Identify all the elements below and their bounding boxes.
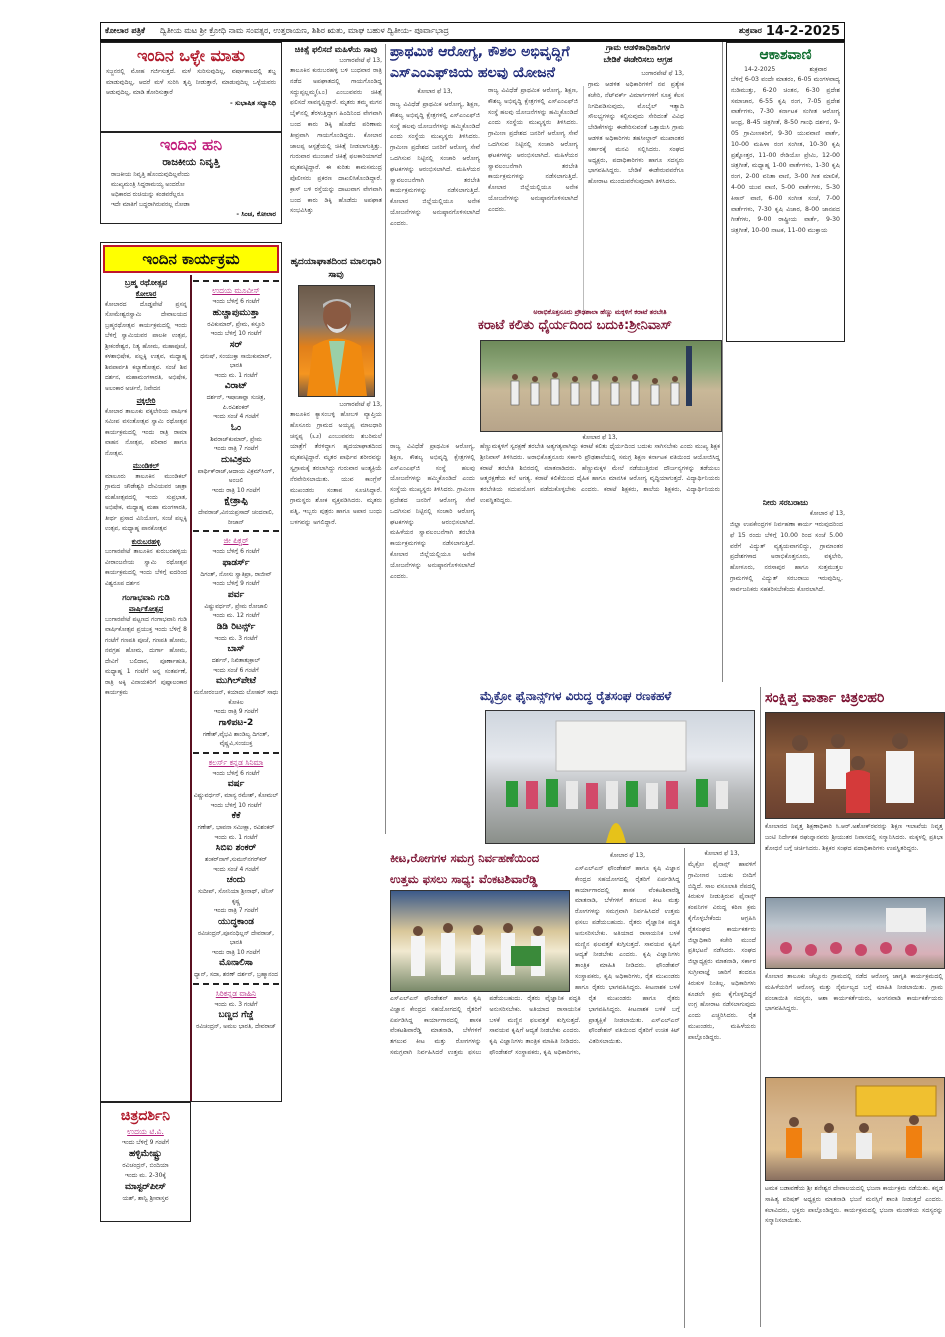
movie-title: ಡಿಡಿ ರಿಟರ್ನ್ಸ್ — [216, 621, 256, 632]
movie-cast: ದೇವರಾಜ್,ವಿನಯಪ್ರಸಾದ್ ಚಂದನಾಲಿ, ರೀಜಾನ್ — [198, 509, 274, 526]
dateline: ಕೋಲಾರ ಫೆ 13, — [417, 88, 453, 95]
good-word-box — [100, 42, 282, 132]
program-body: ಮಾಲೂರು ತಾಲೂಕಿನ ಮುಂಡಿಕಲ್ ಗ್ರಾಮದ ಚೌಡೇಶ್ವರಿ ದೇವಿಯವರ ಜಾತ್ರಾ ಮಹೋತ್ಸವದಲ್ಲಿ ಇಂದು ಸುಪ್ರಭಾತ, ಅಭಿಷೇಕ, ಮಧ್ಯಾಹ್ನ ಮಹಾ ಮಂಗಳಾರತಿ, ತೀರ್ಥ ಪ್ರಸಾದ ವಿನಿಯೋಗ, ಸಂಜೆ ಪಲ್ಲಕ್ಕಿ ಉತ್ಸವ, ಮಧ್ಯಾಹ್ನ ಪಾನಕೋತ್ಸವ — [105, 472, 187, 532]
issue-date: 14-2-2025 — [765, 23, 840, 39]
main-story-col-1: ರಾಜ್ಯ ವಿವಿಧೆಡೆ ಪ್ರಾಥಮಿಕ ಆರೋಗ್ಯ, ಶಿಕ್ಷಣ, ಕೌಶಲ್ಯ ಅಭಿವೃದ್ಧಿ ಕ್ಷೇತ್ರಗಳಲ್ಲಿ ಎಸ್‌ಎಂಎಫ್‌ಜಿ ಸಂಸ್ಥೆ ಹಲವು ಯೋಜನೆಗಳನ್ನು ಹಮ್ಮಿಕೊಂಡಿದೆ ಎಂದು ಸಂಸ್ಥೆಯ ಮುಖ್ಯಸ್ಥರು ತಿಳಿಸಿದರು. ಗ್ರಾಮೀಣ ಪ್ರದೇಶದ ಜನರಿಗೆ ಆರೋಗ್ಯ ಸೇವೆ ಒದಗಿಸುವ ನಿಟ್ಟಿನಲ್ಲಿ ಸಂಚಾರಿ ಆರೋಗ್ಯ ಘಟಕಗಳನ್ನು ಆರಂಭಿಸಲಾಗಿದೆ. ಮಹಿಳೆಯರ ಸ್ವಾವಲಂಬನೆಗಾಗಿ ತರಬೇತಿ ಕಾರ್ಯಕ್ರಮಗಳನ್ನು ನಡೆಸಲಾಗುತ್ತಿದೆ. ಕೋಲಾರ ಜಿಲ್ಲೆಯಲ್ಲಿಯೂ ಅನೇಕ ಯೋಜನೆಗಳನ್ನು ಅನುಷ್ಠಾನಗೊಳಿಸಲಾಗಿದೆ ಎಂದರು. — [390, 101, 480, 227]
headline-woman-death: ಚಿಕಿತ್ಸೆ ಫಲಿಸದೆ ಮಹಿಳೆಯ ಸಾವು — [294, 45, 378, 54]
notice-title: ನೀರು ಸರಬರಾಜು — [762, 498, 809, 507]
show-time: ಇಂದು ರಾತ್ರಿ 10 ಗಂಟೆಗೆ — [212, 486, 260, 494]
program-place: ವಾರ್ಷಿಕೋತ್ಸವ — [128, 605, 164, 613]
weekday: ಶುಕ್ರವಾರ — [738, 26, 762, 35]
show-time: ಇಂದು ಬೆಳಿಗ್ಗೆ 10 ಗಂಟೆಗೆ — [210, 801, 262, 809]
movie-title: ಮಾಸ್ಟರ್‌ಪೀಸ್ — [125, 1182, 166, 1192]
movie-title: ಸರ್ — [229, 339, 243, 350]
movie-cast: ರವಿಚಂದ್ರನ್, ಬಿಂದಿಯಾ — [122, 1162, 169, 1169]
show-time: ಇಂದು ಮ. 12 ಗಂಟೆಗೆ — [212, 612, 260, 619]
pest-body: ಎಸ್‌ಎಲ್‌ಎನ್ ಫೌಂಡೇಶನ್ ಹಾಗೂ ಕೃಷಿ ವಿಜ್ಞಾನ ಕೇಂದ್ರದ ಸಹಯೋಗದಲ್ಲಿ ರೈತರಿಗೆ ಏರ್ಪಡಿಸಿದ್ದ ಕಾರ್ಯಾಗಾರದಲ್ಲಿ ಶಾಸಕ ವೆಂಕಟಶಿವಾರೆಡ್ಡಿ ಮಾತನಾಡಿ, ಬೆಳೆಗಳಿಗೆ ತಗಲುವ ಕೀಟ ಮತ್ತು ರೋಗಗಳನ್ನು ಸಮಗ್ರವಾಗಿ ನಿರ್ವಹಿಸಿದರೆ ಉತ್ತಮ ಫಸಲು ಪಡೆಯಬಹುದು. ರೈತರು ವೈಜ್ಞಾನಿಕ ಪದ್ಧತಿ ಅನುಸರಿಸಬೇಕು. ಅತಿಯಾದ ರಾಸಾಯನಿಕ ಬಳಕೆ ಮಣ್ಣಿನ ಫಲವತ್ತತೆ ಕುಗ್ಗಿಸುತ್ತದೆ. ಸಾವಯವ ಕೃಷಿಗೆ ಆದ್ಯತೆ ನೀಡಬೇಕು ಎಂದರು. ಕೃಷಿ ವಿಜ್ಞಾನಿಗಳು ತಾಂತ್ರಿಕ ಮಾಹಿತಿ ನೀಡಿದರು. ಫೌಂಡೇಶನ್ ಸಂಸ್ಥಾಪಕರು, ಕೃಷಿ ಅಧಿಕಾರಿಗಳು, ರೈತ ಮುಖಂಡರು ಹಾಗೂ ರೈತರು ಭಾಗವಹಿಸಿದ್ದರು. ಕೀಟನಾಶಕ ಬಳಕೆ ಬಗ್ಗೆ ಪ್ರಾತ್ಯಕ್ಷಿಕೆ ನೀಡಲಾಯಿತು. ಎಸ್‌ಎಲ್‌ಎನ್ ಫೌಂಡೇಶನ್ ವತಿಯಿಂದ ರೈತರಿಗೆ ಉಚಿತ ಕಿಟ್ ವಿತರಿಸಲಾಯಿತು. — [390, 995, 680, 1056]
movie-title: ಓಂ — [230, 422, 242, 433]
show-time: ಇಂದು ಮ. 1 ಗಂಟೆಗೆ — [214, 371, 258, 379]
pest-col-side: ಎಸ್‌ಎಲ್‌ಎನ್ ಫೌಂಡೇಶನ್ ಹಾಗೂ ಕೃಷಿ ವಿಜ್ಞಾನ ಕೇಂದ್ರದ ಸಹಯೋಗದಲ್ಲಿ ರೈತರಿಗೆ ಏರ್ಪಡಿಸಿದ್ದ ಕಾರ್ಯಾಗಾರದಲ್ಲಿ ಶಾಸಕ ವೆಂಕಟಶಿವಾರೆಡ್ಡಿ ಮಾತನಾಡಿ, ಬೆಳೆಗಳಿಗೆ ತಗಲುವ ಕೀಟ ಮತ್ತು ರೋಗಗಳನ್ನು ಸಮಗ್ರವಾಗಿ ನಿರ್ವಹಿಸಿದರೆ ಉತ್ತಮ ಫಸಲು ಪಡೆಯಬಹುದು. ರೈತರು ವೈಜ್ಞಾನಿಕ ಪದ್ಧತಿ ಅನುಸರಿಸಬೇಕು. ಅತಿಯಾದ ರಾಸಾಯನಿಕ ಬಳಕೆ ಮಣ್ಣಿನ ಫಲವತ್ತತೆ ಕುಗ್ಗಿಸುತ್ತದೆ. ಸಾವಯವ ಕೃಷಿಗೆ ಆದ್ಯತೆ ನೀಡಬೇಕು ಎಂದರು. ಕೃಷಿ ವಿಜ್ಞಾನಿಗಳು ತಾಂತ್ರಿಕ ಮಾಹಿತಿ ನೀಡಿದರು. ಫೌಂಡೇಶನ್ ಸಂಸ್ಥಾಪಕರು, ಕೃಷಿ ಅಧಿಕಾರಿಗಳು, ರೈತ ಮುಖಂಡರು ಹಾಗೂ ರೈತರು ಭಾಗವಹಿಸಿದ್ದರು. ಕೀಟನಾಶಕ ಬಳಕೆ — [575, 865, 680, 991]
headline-devotee-death: ಹೃದಯಾಘಾತದಿಂದ ಮಾಲಧಾರಿ ಸಾವು — [290, 257, 382, 280]
program-place: ವಕ್ಕಲೇರಿ — [136, 397, 156, 405]
movie-title: ಬಾಸ್ — [227, 644, 245, 654]
show-time: ಇಂದು ಸಂಜೆ 4 ಗಂಟೆಗೆ — [213, 865, 259, 873]
show-time: ಇಂದು ಸಂಜೆ 6 ಗಂಟೆಗೆ — [213, 666, 259, 674]
agriculture-photo — [390, 890, 570, 992]
akashavani-schedule: ಬೆಳಿಗ್ಗೆ 6-03 ವಂದೇ ಮಾತರಂ, 6-05 ಮಂಗಳವಾದ್ಯ ನುಡಿಮುತ್ತು, 6-20 ಚಿಂತನ, 6-30 ಪ್ರದೇಶ ಸಮಾಚಾರ, 6-55 ಕೃಷಿ ರಂಗ, 7-05 ಪ್ರದೇಶ ವಾರ್ತೆಗಳು, 7-30 ಕರ್ನಾಟಕ ಸಂಗೀತ ಆರೋಗ್ಯ ಆಂಧ್ರ, 8-45 ಚಿತ್ರಗೀತೆ, 8-50 ಗಾಂಧಿ ದರ್ಶನ, 9-05 ಗ್ರಾಮೀಣಕರಿಗೆ, 9-30 ಯುವವಾಣಿ ವಾರ್ತೆ, 10-00 ಮಹಿಳಾ ರಂಗ ಸಂಗೀತ, 10-30 ಕೃಷಿ ಪ್ರಶ್ನೋತ್ತರ, 11-00 ರೇಡಿಯೋ ಪ್ರೇಮಿ, 12-00 ಚಿತ್ರಗೀತೆ, ಮಧ್ಯಾಹ್ನ 1-00 ವಾರ್ತೆಗಳು, 1-30 ಕೃಷಿ ರಂಗ, 2-00 ವನಿತಾ ವಾಣಿ, 3-00 ಗೀತ ಮಾಲಿಕೆ, 4-00 ಯುವ ವಾಣಿ, 5-00 ವಾರ್ತೆಗಳು, 5-30 ಕಿಸಾನ್ ವಾಣಿ, 6-00 ಸಂಗೀತ ಸಂಜೆ, 7-00 ವಾರ್ತೆಗಳು, 7-30 ಕೃಷಿ ವಿಚಾರ, 8-00 ಜಾನಪದ ಗೀತೆಗಳು, 9-00 ರಾಷ್ಟ್ರೀಯ ವಾರ್ತೆ, 9-30 ಚಿತ್ರಗೀತೆ, 10-00 ನಾಟಕ, 11-00 ಮುಕ್ತಾಯ — [731, 76, 840, 235]
movie-title: ವಿರಾಟ್ — [224, 381, 248, 391]
show-time: ಇಂದು ಬೆಳಿಗ್ಗೆ 6 ಗಂಟೆಗೆ — [212, 548, 260, 555]
show-time: ಇಂದು ರಾತ್ರಿ 7 ಗಂಟೆಗೆ — [213, 445, 259, 452]
movie-cast: ದರ್ಶನ್, ಇಷಾಚಾವ್ಲಾ ಸುಚಿತ್ರ, ಪಿ.ರವಿಶಂಕರ್ — [206, 394, 266, 411]
movie-cast: ಗಣೇಶ್, ಭಾವನಾ ಸಮೀಕ್ಷಾ, ರವಿಶಂಕರ್ — [197, 824, 275, 831]
article-body: ತಾಲೂಕಿನ ಕ್ಯಾಸಂಬಳ್ಳಿ ಹೋಬಳಿ ವ್ಯಾಪ್ತಿಯ ಹೊಸೂರು ಗ್ರಾಮದ ಅಯ್ಯಪ್ಪ ಮಾಲಧಾರಿ ಚನ್ನಪ್ಪ (೬೨) ಎಂಬುವವರು ಶಬರಿಮಲೆ ಯಾತ್ರೆಗೆ ತೆರಳಿದ್ದಾಗ ಹೃದಯಾಘಾತದಿಂದ ಮೃತಪಟ್ಟಿದ್ದಾರೆ. ಮೃತರ ಪಾರ್ಥಿವ ಶರೀರವನ್ನು ಸ್ವಗ್ರಾಮಕ್ಕೆ ತರಲಾಗಿದ್ದು ಗುರುವಾರ ಅಂತ್ಯಕ್ರಿಯೆ ನೆರವೇರಿಸಲಾಯಿತು. ಯುವ ಕಾಂಗ್ರೆಸ್ ಮುಖಂಡರು ಸಂತಾಪ ಸೂಚಿಸಿದ್ದಾರೆ. ಗ್ರಾಮಸ್ಥರು ಶೋಕ ವ್ಯಕ್ತಪಡಿಸಿದರು. ಮೃತರು ಪತ್ನಿ, ಇಬ್ಬರು ಪುತ್ರರು ಹಾಗೂ ಅಪಾರ ಬಂಧು ಬಳಗವನ್ನು ಅಗಲಿದ್ದಾರೆ. — [290, 411, 382, 526]
movie-cast: ಮನೋರಂಜನ್, ಕಯಾದು ಲೋಹರ್ ಸಾಧು ಕೋಕಿಲ — [193, 689, 279, 706]
movie-title: ವರ್ಷ — [227, 779, 245, 789]
microfinance-headline: ಮೈಕ್ರೋ ಫೈನಾನ್ಸ್‌ಗಳ ವಿರುದ್ಧ ರೈತಸಂಘ ರಣಕಹಳೆ — [480, 689, 672, 703]
dateline: ಕೋಲಾರ ಫೆ 13, — [582, 434, 618, 441]
todays-drop-author: - ಸಿಂಚ, ಕೋಲಾರ — [236, 210, 276, 218]
akashavani-date: 14-2-2025 — [744, 66, 776, 73]
cinema-section: ಸಿರಿಕನ್ನಡ ವಾಹಿನಿ — [215, 988, 257, 998]
cultural-event-photo — [765, 1077, 945, 1181]
chitradarshini-box — [100, 1102, 191, 1222]
pest-headline-line: ಕೀಟ,ರೋಗಗಳ ಸಮಗ್ರ ನಿರ್ವಹಣೆಯಿಂದ — [390, 851, 540, 865]
programs-box — [100, 242, 282, 1102]
cinema-section: ಉದಯ ಮೂವೀಸ್ — [212, 286, 260, 295]
movie-title: ಯುದ್ಧಕಾಂಡ — [218, 916, 254, 927]
program-place: ಕೋಲಾರ — [135, 290, 157, 298]
movie-title: ಪರ್ವ — [227, 589, 245, 600]
chitradarshini-title: ಚಿತ್ರದರ್ಶಿನಿ — [120, 1108, 171, 1124]
dateline: ಕೋಲಾರ ಫೆ 13, — [704, 850, 740, 857]
portrait-icon — [299, 286, 374, 396]
movie-cast: ದಿಗಂತ್, ನೋಸು ಸ್ವಾತಿಪ್ರಾ, ರಾಜೀವ್ — [200, 570, 272, 578]
audience-icon — [766, 898, 944, 968]
movie-title: ಸಿಬಿಐ ಶಂಕರ್ — [215, 843, 257, 853]
show-time: ಇಂದು ರಾತ್ರಿ 7 ಗಂಟೆಗೆ — [213, 907, 259, 914]
show-time: ಇಂದು ಮ. 1 ಗಂಟೆಗೆ — [214, 833, 258, 841]
movie-cast: ಶಿವರಾಜ್‌ಕುಮಾರ್, ಪ್ರೇಮ — [210, 435, 262, 443]
movie-title: ಹುಚ್ಚಾಪುಮುತ್ತಾ — [212, 307, 260, 318]
movie-title: ಹಳ್ಳಿಮೇಷ್ಟ್ರು — [128, 1149, 163, 1159]
protest-photo — [485, 710, 755, 844]
movie-cast: ವಿಷ್ಣುವರ್ಧನ್, ಪ್ರೇಮ ರೋಜಾಲಿ — [204, 602, 268, 610]
village-headline — [588, 42, 688, 66]
program-body: ಕೋಲಾರ ತಾಲೂಕು ವಕ್ಕಲೇರಿಯ ವಾರ್ಷಿಕ ಸಮೀಪ ವಸಂತೋತ್ಸವ ಸ್ವಾಮಿ ರಥೋತ್ಸವ ಕಾರ್ಯಕ್ರಮದಲ್ಲಿ ಇಂದು ರಾತ್ರಿ ರಾಮಾ ವಾಹನ ನೋತ್ಸವ, ಪರಿವಾರ ಹಾಗೂ ನೋತ್ಸವ. — [105, 407, 187, 457]
todays-drop-subtitle: ರಾಜಕೀಯ ನಿವೃತ್ತಿ — [162, 157, 220, 168]
movie-title: ಕೆಕೆ — [231, 811, 241, 821]
drop-line: ರಾಜಕೀಯ ನಿವೃತ್ತಿ ಹೊಂದುವುದಿಲ್ಲವೆಂದು — [111, 171, 190, 178]
cinema-section: ಜೀ ಪಿಕ್ಚರ್ — [223, 536, 249, 545]
movie-cast: ಧನುಷ್, ಸಂಯುಕ್ತಾ ಸಾಯಿಕುಮಾರ್, ಭಾರತಿ — [200, 352, 272, 369]
movie-cast: ಶಂಕರ್‌ನಾಗ್,ಸುಮನ್‌ನಗರ್‌ಕರ್ — [205, 856, 267, 863]
protest-crowd-icon — [486, 711, 754, 843]
village-headline-line: ಗ್ರಾಮ ಆಡಳಿತಾಧಿಕಾರಿಗಳ — [605, 43, 671, 52]
akashavani-day: ಶುಕ್ರವಾರ — [809, 66, 827, 73]
movie-cast: ದರ್ಶನ್, ನಿಖಿತಾತುಕ್ರಾಲ್ — [211, 657, 261, 664]
show-time: ಇಂದು ಮ. 3 ಗಂಟೆಗೆ — [214, 1000, 258, 1008]
channel-name: ಉದಯ ಟಿ.ವಿ. — [127, 1127, 164, 1136]
event-group-icon — [391, 891, 569, 991]
akashavani-box — [726, 42, 845, 342]
show-time: ಇಂದು ಬೆಳಿಗ್ಗೆ 9 ಗಂಟೆಗೆ — [212, 580, 260, 587]
movie-cast: ಗಣೇಶ್,ವೈಭವಿ ಶಾಂಡಿಲ್ಯ ದಿಗಂತ್, ವೈಷ್ಣವಿ,ಸಂಯುಕ್ತ — [202, 730, 270, 747]
main-headline-line: ಪ್ರಾಥಮಿಕ ಆರೋಗ್ಯ, ಕೌಶಲ ಅಭಿವೃದ್ಧಿಗೆ — [390, 44, 570, 60]
programs-banner — [103, 245, 279, 273]
dateline: ಬಂಗಾರಪೇಟೆ ಫೆ 13, — [339, 57, 382, 64]
show-time: ಇಂದು ಮ. 2-30ಕ್ಕೆ — [125, 1172, 166, 1179]
dateline: ಕೋಲಾರ ಫೆ 13, — [609, 852, 646, 859]
movie-cast: ಸುದೀಪ್, ಸೋನಿಯಾ ಶ್ರೀನಾಥ್, ಟೆನಿಸ್ ಕೃಷ್ಣ — [197, 888, 275, 905]
movie-title: ಮೊನಾಲಿಸಾ — [219, 958, 253, 968]
movie-title: ದುಃವಿಕ್ರಮ — [221, 454, 251, 465]
drop-line: ಮುಖ್ಯಮಂತ್ರಿ ಸಿದ್ದರಾಮಯ್ಯ ಅಂದರೋ — [111, 181, 185, 188]
stage-event-icon — [766, 1078, 944, 1180]
show-time: ಇಂದು ಬೆಳಿಗ್ಗೆ 10 ಗಂಟೆಗೆ — [210, 330, 262, 337]
dateline: ಬಂಗಾರಪೇಟೆ ಫೆ 13, — [641, 70, 684, 77]
main-headline-line: ಎಸ್‌ಎಂಎಫ್‌ಜಿಯ ಹಲವು ಯೋಜನೆ — [390, 65, 555, 81]
movie-title: ಚಂದು — [226, 875, 246, 885]
microfinance-body: ಮೈಕ್ರೋ ಫೈನಾನ್ಸ್ ಹಾವಳಿಗೆ ಗ್ರಾಮೀಣರ ಬದುಕು ಬೀದಿಗೆ ಬಿದ್ದಿದೆ. ಸಾಲ ವಸೂಲಾತಿ ನೆಪದಲ್ಲಿ ಕಿರುಕುಳ ನೀಡುತ್ತಿರುವ ಫೈನಾನ್ಸ್ ಕಂಪನಿಗಳ ವಿರುದ್ಧ ಕಠಿಣ ಕ್ರಮ ಕೈಗೊಳ್ಳಬೇಕೆಂದು ಆಗ್ರಹಿಸಿ ರೈತಸಂಘದ ಕಾರ್ಯಕರ್ತರು ಜಿಲ್ಲಾಧಿಕಾರಿ ಕಚೇರಿ ಮುಂದೆ ಪ್ರತಿಭಟನೆ ನಡೆಸಿದರು. ಸಂಘದ ಜಿಲ್ಲಾಧ್ಯಕ್ಷರು ಮಾತನಾಡಿ, ಸರ್ಕಾರ ಸುಗ್ರೀವಾಜ್ಞೆ ಜಾರಿಗೆ ತಂದರೂ ಕಿರುಕುಳ ನಿಂತಿಲ್ಲ. ಅಧಿಕಾರಿಗಳು ಕೂಡಲೇ ಕ್ರಮ ಕೈಗೊಳ್ಳದಿದ್ದರೆ ಉಗ್ರ ಹೋರಾಟ ನಡೆಸಲಾಗುವುದು ಎಂದು ಎಚ್ಚರಿಸಿದರು. ರೈತ ಮುಖಂಡರು, ಮಹಿಳೆಯರು ಪಾಲ್ಗೊಂಡಿದ್ದರು. — [688, 861, 756, 1041]
movie-title: ಗಾಳಿಪಟ-2 — [218, 717, 254, 728]
program-place: ಕುರುಬರಹಳ್ಳಿ — [131, 537, 161, 546]
dateline: ಬಂಗಾರಪೇಟೆ ಫೆ 13, — [339, 401, 382, 408]
program-heading: ಬ್ರಹ್ಮ ರಥೋತ್ಸವ — [124, 278, 168, 287]
paper-name: ಕೋಲಾರ ಪತ್ರಿಕೆ — [105, 26, 145, 35]
notice-body: ಜಿಲ್ಲಾ ಉಪಕೇಂದ್ರಗಳ ನಿರ್ವಹಣಾ ಕಾರ್ಯ ಇರುವುದರಿಂದ ಫೆ 15 ರಂದು ಬೆಳಿಗ್ಗೆ 10.00 ರಿಂದ ಸಂಜೆ 5.00 ವರೆಗೆ ವಿದ್ಯುತ್ ವ್ಯತ್ಯಯವಾಗಲಿದ್ದು, ಗ್ರಾಮಾಂತರ ಪ್ರದೇಶಗಳಾದ ಅರಾಭಿಕೊತ್ತನೂರು, ವಕ್ಕಲೇರಿ, ಹೋಳೂರು, ನರಸಾಪುರ ಹಾಗೂ ಸುತ್ತಮುತ್ತಲ ಗ್ರಾಮಗಳಲ್ಲಿ ವಿದ್ಯುತ್ ಸರಬರಾಜು ಇರುವುದಿಲ್ಲ. ಸಾರ್ವಜನಿಕರು ಸಹಕರಿಸಬೇಕೆಂದು ಕೋರಲಾಗಿದೆ. — [730, 521, 843, 593]
todays-drop-title: ಇಂದಿನ ಹನಿ — [159, 135, 223, 154]
good-word-title: ಇಂದಿನ ಒಳ್ಳೇ ಮಾತು — [137, 46, 245, 65]
show-time: ಇಂದು ರಾತ್ರಿ 9 ಗಂಟೆಗೆ — [213, 708, 259, 715]
movie-title: ಮುಗಿಲ್‌ಪೇಟೆ — [215, 676, 257, 686]
good-word-body: ಸಜ್ಜನರಲ್ಲಿ ಮೋಹ ಗರ್ಜಿಸುತ್ತದೆ. ಮಳೆ ಸುರಿಸುವುದಿಲ್ಲ, ವರ್ಷಾಕಾಲದಲ್ಲಿ ಶಬ್ದ ಮಾಡುವುದಿಲ್ಲ, ಆದರೆ ಮಳೆ ಸುರಿಸಿ ತೃಪ್ತಿ ನೀಡುತ್ತಾರೆ, ಮಾಡುವುದಿಲ್ಲ ಒಳ್ಳೆಯವರು ಆಡುವುದಿಲ್ಲ, ಮಾಡಿ ತೋರಿಸುತ್ತಾರೆ — [106, 68, 276, 96]
movie-cast: ಪಾರ್ಥಿಕ್‌ರಾಜ್,ಆದಾಯ ವಿಕ್ರಮ್‌ಸಿಂಗ್, ಅಂಜಲಿ — [197, 467, 275, 484]
movie-cast: ರವಿಚಂದ್ರನ್, ಅಮಲ ಭಾರತಿ, ದೇವರಾಜ್ — [196, 1023, 276, 1030]
cinema-listings — [193, 277, 279, 1032]
program-body: ಕೋಲಾರದ ದೊಡ್ಡಪೇಟೆ ಪ್ರಸನ್ನ ಸೋಮೇಶ್ವರಸ್ವಾಮಿ ದೇವಾಲಯದ ಬ್ರಹ್ಮರಥೋತ್ಸವ ಕಾರ್ಯಕ್ರಮದಲ್ಲಿ ಇಂದು ಬೆಳಿಗ್ಗೆ ಸ್ವಾಮಿಯವರ ಪಾಲಕೀ ಉತ್ಸವ, ಶ್ರೀಕಂಠೇಶ್ವರ, ನಿತ್ಯ ಹೋಮ, ಮಹಾಪೂಜೆ, ಕಳಶಾಭಿಷೇಕ, ಪಲ್ಲಕ್ಕಿ ಉತ್ಸವ, ಮಧ್ಯಾಹ್ನ ಶಿವಪಾರ್ವತಿ ಕಲ್ಯಾಣೋತ್ಸವ. ಸಂಜೆ ಶಿವ ದರ್ಶನ, ಮಹಾಮಂಗಳಾರತಿ, ಅಭಿಷೇಕ, ಅಲಂಕಾರ ಅರ್ಚನೆ, ನಿವೇದನ — [105, 300, 187, 392]
program-body: ಬಂಗಾರಪೇಟೆ ಪಟ್ಟಣದ ಗಂಗಾಭವಾನಿ ಗುಡಿ ವಾರ್ಷಿಕೋತ್ಸವ ಪ್ರಯುಕ್ತ ಇಂದು ಬೆಳಿಗ್ಗೆ 8 ಗಂಟೆಗೆ ಗಣಪತಿ ಪೂಜೆ, ಗಣಪತಿ ಹೋಮ, ನವಗ್ರಹ ಹೋಮ, ದುರ್ಗಾ ಹೋಮ, ದೇವಿಗೆ ಬಲಿದಾನ, ಪೂರ್ಣಾಹುತಿ, ಮಧ್ಯಾಹ್ನ 1 ಗಂಟೆಗೆ ಅನ್ನ ಸಂತರ್ಪಣೆ, ರಾತ್ರಿ ಅಕ್ಕಿ ವಿನಾಯಕರಿಗೆ ಪುಷ್ಪಾಲಂಕಾರ ಕಾರ್ಯಕ್ರಮ — [105, 615, 187, 696]
village-story-body: ಗ್ರಾಮ ಆಡಳಿತ ಅಧಿಕಾರಿಗಳಿಗೆ ನವ ಪ್ರತ್ಯೇಕ ಕಚೇರಿ, ನೆಟ್‌ವರ್ಕ್ ವಿಮಾರ್ಗಗಳಿಗೆ ಸೂಕ್ತ ಕೆಲಸ ನಿಗದಿಪಡಿಸುವುದು, ಮೊಬೈಲ್ ಇತ್ಯಾದಿ ಸೌಲಭ್ಯಗಳನ್ನು ಕಲ್ಪಿಸುವುದು ಸೇರಿದಂತೆ ವಿವಿಧ ಬೇಡಿಕೆಗಳನ್ನು ಈಡೇರಿಸುವಂತೆ ಒತ್ತಾಯಿಸಿ ಗ್ರಾಮ ಆಡಳಿತ ಅಧಿಕಾರಿಗಳು ತಹಸೀಲ್ದಾರ್ ಮುಖಾಂತರ ಸರ್ಕಾರಕ್ಕೆ ಮನವಿ ಸಲ್ಲಿಸಿದರು. ಸಂಘದ ಅಧ್ಯಕ್ಷರು, ಪದಾಧಿಕಾರಿಗಳು ಹಾಗೂ ಸದಸ್ಯರು ಭಾಗವಹಿಸಿದ್ದರು. ಬೇಡಿಕೆ ಈಡೇರುವವರೆಗೂ ಹೋರಾಟ ಮುಂದುವರೆಸುವುದಾಗಿ ತಿಳಿಸಿದರು. — [588, 81, 684, 186]
seminar-caption: ಕೋಲಾರ ತಾಲೂಕು ಚೆಲ್ಲೂರು ಗ್ರಾಮದಲ್ಲಿ ನಡೆದ ಆರೋಗ್ಯ ಜಾಗೃತಿ ಕಾರ್ಯಕ್ರಮದಲ್ಲಿ ಮಹಿಳೆಯರಿಗೆ ಆರೋಗ್ಯ ಮತ್ತು ನೈರ್ಮಲ್ಯದ ಬಗ್ಗೆ ಮಾಹಿತಿ ನೀಡಲಾಯಿತು. ಗ್ರಾಮ ಪಂಚಾಯಿತಿ ಸದಸ್ಯರು, ಆಶಾ ಕಾರ್ಯಕರ್ತೆಯರು, ಅಂಗನವಾಡಿ ಕಾರ್ಯಕರ್ತೆಯರು ಭಾಗವಹಿಸಿದ್ದರು. — [765, 973, 943, 1013]
felicitation-photo — [765, 712, 945, 819]
todays-drop-box — [100, 132, 282, 224]
show-time: ಇಂದು ಸಂಜೆ 4 ಗಂಟೆಗೆ — [213, 413, 259, 420]
karate-overflow-col: ರಾಜ್ಯ ವಿವಿಧೆಡೆ ಪ್ರಾಥಮಿಕ ಆರೋಗ್ಯ, ಶಿಕ್ಷಣ, ಕೌಶಲ್ಯ ಅಭಿವೃದ್ಧಿ ಕ್ಷೇತ್ರಗಳಲ್ಲಿ ಎಸ್‌ಎಂಎಫ್‌ಜಿ ಸಂಸ್ಥೆ ಹಲವು ಯೋಜನೆಗಳನ್ನು ಹಮ್ಮಿಕೊಂಡಿದೆ ಎಂದು ಸಂಸ್ಥೆಯ ಮುಖ್ಯಸ್ಥರು ತಿಳಿಸಿದರು. ಗ್ರಾಮೀಣ ಪ್ರದೇಶದ ಜನರಿಗೆ ಆರೋಗ್ಯ ಸೇವೆ ಒದಗಿಸುವ ನಿಟ್ಟಿನಲ್ಲಿ ಸಂಚಾರಿ ಆರೋಗ್ಯ ಘಟಕಗಳನ್ನು ಆರಂಭಿಸಲಾಗಿದೆ. ಮಹಿಳೆಯರ ಸ್ವಾವಲಂಬನೆಗಾಗಿ ತರಬೇತಿ ಕಾರ್ಯಕ್ರಮಗಳನ್ನು ನಡೆಸಲಾಗುತ್ತಿದೆ. ಕೋಲಾರ ಜಿಲ್ಲೆಯಲ್ಲಿಯೂ ಅನೇಕ ಯೋಜನೆಗಳನ್ನು ಅನುಷ್ಠಾನಗೊಳಿಸಲಾಗಿದೆ ಎಂದರು. — [390, 443, 475, 580]
good-word-source: - ಸುಭಾಷಿತ ಸಧ್ಯಾನಿಧಿ — [230, 98, 276, 107]
main-story-col-2: ರಾಜ್ಯ ವಿವಿಧೆಡೆ ಪ್ರಾಥಮಿಕ ಆರೋಗ್ಯ, ಶಿಕ್ಷಣ, ಕೌಶಲ್ಯ ಅಭಿವೃದ್ಧಿ ಕ್ಷೇತ್ರಗಳಲ್ಲಿ ಎಸ್‌ಎಂಎಫ್‌ಜಿ ಸಂಸ್ಥೆ ಹಲವು ಯೋಜನೆಗಳನ್ನು ಹಮ್ಮಿಕೊಂಡಿದೆ ಎಂದು ಸಂಸ್ಥೆಯ ಮುಖ್ಯಸ್ಥರು ತಿಳಿಸಿದರು. ಗ್ರಾಮೀಣ ಪ್ರದೇಶದ ಜನರಿಗೆ ಆರೋಗ್ಯ ಸೇವೆ ಒದಗಿಸುವ ನಿಟ್ಟಿನಲ್ಲಿ ಸಂಚಾರಿ ಆರೋಗ್ಯ ಘಟಕಗಳನ್ನು ಆರಂಭಿಸಲಾಗಿದೆ. ಮಹಿಳೆಯರ ಸ್ವಾವಲಂಬನೆಗಾಗಿ ತರಬೇತಿ ಕಾರ್ಯಕ್ರಮಗಳನ್ನು ನಡೆಸಲಾಗುತ್ತಿದೆ. ಕೋಲಾರ ಜಿಲ್ಲೆಯಲ್ಲಿಯೂ ಅನೇಕ ಯೋಜನೆಗಳನ್ನು ಅನುಷ್ಠಾನಗೊಳಿಸಲಾಗಿದೆ ಎಂದರು. — [488, 87, 578, 213]
era-info: ದ್ವಿತೀಯ ಮಟ ಶ್ರೀ ಕ್ರೋಧಿ ನಾಮ ಸಂವತ್ಸರ, ಉತ್ತರಾಯಣ, ಶಿಶಿರ ಋತು, ಮಾಘ ಬಹುಳ ದ್ವಿತೀಯ- ಪೂರ್ವಾಭಾದ್ರ — [160, 26, 449, 35]
show-time: ಇಂದು ರಾತ್ರಿ 10 ಗಂಟೆಗೆ — [212, 948, 260, 956]
pest-headline-line: ಉತ್ತಮ ಫಸಲು ಸಾಧ್ಯ: ವೆಂಕಟಶಿವಾರೆಡ್ಡಿ — [390, 872, 538, 886]
seminar-photo — [765, 897, 945, 969]
drop-line: ಇದೇ ಮಾತಿಗೆ ಬದ್ಧರಾಗಿರುವರಲ್ಲ ನೋಡಾ — [111, 201, 190, 208]
show-time: ಇಂದು ಬೆಳಿಗ್ಗೆ 6 ಗಂಟೆಗೆ — [212, 769, 260, 777]
movie-title: ಕ್ಷೇತ್ರಾಪ್ಪಿ — [224, 496, 248, 506]
show-time: ಇಂದು ಮ. 3 ಗಂಟೆಗೆ — [214, 634, 258, 642]
movie-title: ಬಣ್ಣದ ಗೆಜ್ಜೆ — [218, 1010, 254, 1020]
news-pictures-title: ಸಂಕ್ಷಿಪ್ತ ವಾರ್ತಾ ಚಿತ್ರಲಹರಿ — [765, 690, 885, 706]
karate-kicker: ಅರಾಭಿಕೊತ್ತನೂರು ಪ್ರೌಢಶಾಲಾ ಹೆಣ್ಣು ಮಕ್ಕಳಿಗೆ ಕರಾಟೆ ತರಬೇತಿ — [533, 308, 667, 316]
village-headline-line: ಬೇಡಿಕೆ ಈಡೇರಿಸಲು ಆಗ್ರಹ — [603, 55, 673, 64]
newspaper-page — [100, 22, 943, 1327]
cinema-section: ಕಲರ್ಸ್ ಕನ್ನಡ ಸಿನಿಮಾ — [208, 757, 264, 767]
felicitation-caption: ಕೋಲಾರದ ನಿವೃತ್ತ ಶಿಕ್ಷಣಾಧಿಕಾರಿ ಸಿ.ಆರ್.ಅಶೋಕ್‌ರವರನ್ನು ಶಿಕ್ಷಣ ಇಲಾಖೆಯ ನಿವೃತ್ತ ಜಂಟಿ ನಿರ್ದೇಶಕ ರಘುನ್ನಾನವರು ಶ್ರೀಯುತರ ನಿವಾಸದಲ್ಲಿ ಸನ್ಮಾನಿಸಿದರು. ಮಕ್ಕಳಲ್ಲಿ ಪ್ರತಿಭಾ ಶೋಧನೆ ಬಗ್ಗೆ ಚರ್ಚಿಸಿದರು. ಶಿಕ್ಷಕರ ಸಂಘದ ಪದಾಧಿಕಾರಿಗಳು ಉಪಸ್ಥಿತರಿದ್ದರು. — [765, 823, 943, 852]
program-place: ಮುಂಡಿಕಲ್ — [132, 462, 160, 470]
masthead — [100, 22, 845, 42]
karate-students-icon — [481, 341, 721, 431]
devotee-photo — [298, 285, 375, 397]
movie-cast: ರವಿಕುಮಾರ್, ಪ್ರೇಮ, ಕಸ್ತೂರಿ — [207, 320, 265, 328]
people-group-icon — [766, 713, 944, 818]
cultural-event-caption: ಟಮಕ ಬಡಾವಣೆಯ ಶ್ರೀ ಶನೇಶ್ವರ ದೇವಾಲಯದಲ್ಲಿ ಭಜನಾ ಕಾರ್ಯಕ್ರಮ ನಡೆಯಿತು. ಕನ್ನಡ ಸಾಹಿತ್ಯ ಪರಿಷತ್ ಅಧ್ಯಕ್ಷರು ಮಾತನಾಡಿ ಭಜನೆ ಮನಸ್ಸಿಗೆ ಶಾಂತಿ ನೀಡುತ್ತದೆ ಎಂದರು. ಕಲಾವಿದರು, ಭಕ್ತರು ಪಾಲ್ಗೊಂಡಿದ್ದರು. ಕಾರ್ಯಕ್ರಮದಲ್ಲಿ ಭಜನಾ ಮಂಡಳಿಯ ಸದಸ್ಯರನ್ನು ಸನ್ಮಾನಿಸಲಾಯಿತು. — [765, 1185, 943, 1225]
movie-cast: ಧ್ಯಾನ್, ಸದಾ, ಶರಣ್ ದರ್ಶನ್, ಬ್ರಹ್ಮಾನಂದ — [193, 971, 278, 978]
karate-headline: ಕರಾಟೆ ಕಲಿತು ಧೈರ್ಯದಿಂದ ಬದುಕಿ:ಶ್ರೀನಿವಾಸ್ — [478, 318, 672, 333]
program-heading: ಗಂಗಾಭವಾನಿ ಗುಡಿ — [122, 593, 170, 602]
movie-cast: ಯಶ್, ಶಾನ್ವಿ ಶ್ರೀವಾಸ್ತವ — [122, 1195, 169, 1202]
dateline: ಕೋಲಾರ ಫೆ 13, — [809, 510, 845, 517]
movie-cast: ರವಿಚಂದ್ರನ್,ಪೂನಂಧಿಲ್ಲನ್ ದೇವರಾಜ್, ಭಾರತಿ — [197, 929, 275, 946]
drop-line: ಅಧಿಕಾರದ ರುಚಿಯನ್ನು ಕಂಡವರೆಲ್ಲರೂ — [111, 191, 184, 198]
article-body: ತಾಲೂಕಿನ ಕುರುಬರಹಳ್ಳಿ ಬಳಿ ಬುಧವಾರ ರಾತ್ರಿ ನಡೆದ ಅಪಘಾತದಲ್ಲಿ ಗಾಯಗೊಂಡಿದ್ದ ಸದ್ದುಪ್ಪಲ್ಲಮ್ಮ(೬೦) ಎಂಬುವವರು ಚಿಕಿತ್ಸೆ ಫಲಿಸದೆ ಸಾವನ್ನಪ್ಪಿದ್ದಾರೆ. ಮೃತರು ತಮ್ಮ ಮಗನ ಬೈಕ್‌ನಲ್ಲಿ ತೆರಳುತ್ತಿದ್ದಾಗ ಹಿಂದಿನಿಂದ ವೇಗವಾಗಿ ಬಂದ ಕಾರು ಡಿಕ್ಕಿ ಹೊಡೆದ ಪರಿಣಾಮ ತೀವ್ರವಾಗಿ ಗಾಯಗೊಂಡಿದ್ದರು. ಕೋಲಾರ ಜಾಲಪ್ಪ ಆಸ್ಪತ್ರೆಯಲ್ಲಿ ಚಿಕಿತ್ಸೆ ನೀಡಲಾಗುತ್ತಿತ್ತು. ಗುರುವಾರ ಮುಂಜಾನೆ ಚಿಕಿತ್ಸೆ ಫಲಕಾರಿಯಾಗದೆ ಮೃತಪಟ್ಟಿದ್ದಾರೆ. ಈ ಕುರಿತು ಕಾಮಸಮುದ್ರ ಪೊಲೀಸರು ಪ್ರಕರಣ ದಾಖಲಿಸಿಕೊಂಡಿದ್ದಾರೆ. ಕ್ರಾಸ್ ಬಳಿ ರಸ್ತೆಯನ್ನು ದಾಟುವಾಗ ವೇಗವಾಗಿ ಬಂದ ಕಾರು ಡಿಕ್ಕಿ ಹೊಡೆದು ಅಪಘಾತ ಸಂಭವಿಸಿತ್ತು — [290, 67, 382, 215]
movie-cast: ವಿಷ್ಣುವರ್ಧನ್, ಮಾನ್ಯ ರಮೇಶ್, ಕೋಮಲ್ — [193, 792, 279, 799]
movie-title: ಫಾಡರ್ಸ್ — [222, 557, 250, 568]
program-body: ಬಂಗಾರಪೇಟೆ ತಾಲೂಕಿನ ಕುರುಬರಹಳ್ಳಿಯ ವೀರಾಂಜನೇಯ ಸ್ವಾಮಿ ರಥೋತ್ಸವ ಕಾರ್ಯಕ್ರಮದಲ್ಲಿ ಇಂದು ಬೆಳಿಗ್ಗೆ ಐದರಿಂದ ವಿಶ್ವರೂಪ ದರ್ಶನ — [105, 548, 187, 587]
karate-photo — [480, 340, 722, 432]
show-time: ಇಂದು ಬೆಳಿಗ್ಗೆ 9 ಗಂಟೆಗೆ — [122, 1139, 169, 1146]
programs-title: ಇಂದಿನ ಕಾರ್ಯಕ್ರಮ — [142, 250, 240, 268]
akashavani-title: ಆಕಾಶವಾಣಿ — [759, 47, 812, 63]
show-time: ಇಂದು ಬೆಳಿಗ್ಗೆ 6 ಗಂಟೆಗೆ — [212, 298, 260, 305]
karate-body: ಹೆಣ್ಣುಮಕ್ಕಳಿಗೆ ಸ್ವರಕ್ಷಣೆ ತರಬೇತಿ ಅತ್ಯಗತ್ಯವಾಗಿದ್ದು ಕರಾಟೆ ಕಲಿತು ಧೈರ್ಯದಿಂದ ಬದುಕು ಸಾಗಿಸಬೇಕು ಎಂದು ಮುಖ್ಯ ಶಿಕ್ಷಕ ಶ್ರೀನಿವಾಸ್ ತಿಳಿಸಿದರು. ಅರಾಭಿಕೊತ್ತನೂರು ಸರ್ಕಾರಿ ಪ್ರೌಢಶಾಲೆಯಲ್ಲಿ ಸಮಗ್ರ ಶಿಕ್ಷಣ ಕರ್ನಾಟಕ ವತಿಯಿಂದ ಆಯೋಜಿಸಿದ್ದ ಕರಾಟೆ ತರಬೇತಿ ಶಿಬಿರದಲ್ಲಿ ಮಾತನಾಡಿದರು. ಹೆಣ್ಣುಮಕ್ಕಳ ಮೇಲೆ ನಡೆಯುತ್ತಿರುವ ದೌರ್ಜನ್ಯಗಳನ್ನು ತಡೆಯಲು ಆತ್ಮರಕ್ಷಣೆಯ ಕಲೆ ಅಗತ್ಯ. ಕರಾಟೆ ಕಲಿಕೆಯಿಂದ ದೈಹಿಕ ಹಾಗೂ ಮಾನಸಿಕ ಆರೋಗ್ಯ ವೃದ್ಧಿಯಾಗುತ್ತದೆ. ವಿದ್ಯಾರ್ಥಿನಿಯರು ತರಬೇತಿಯ ಸದುಪಯೋಗ ಪಡೆದುಕೊಳ್ಳಬೇಕು ಎಂದರು. ಕರಾಟೆ ಶಿಕ್ಷಕರು, ಶಾಲೆಯ ಶಿಕ್ಷಕರು, ವಿದ್ಯಾರ್ಥಿನಿಯರು ಉಪಸ್ಥಿತರಿದ್ದರು. — [480, 443, 720, 504]
